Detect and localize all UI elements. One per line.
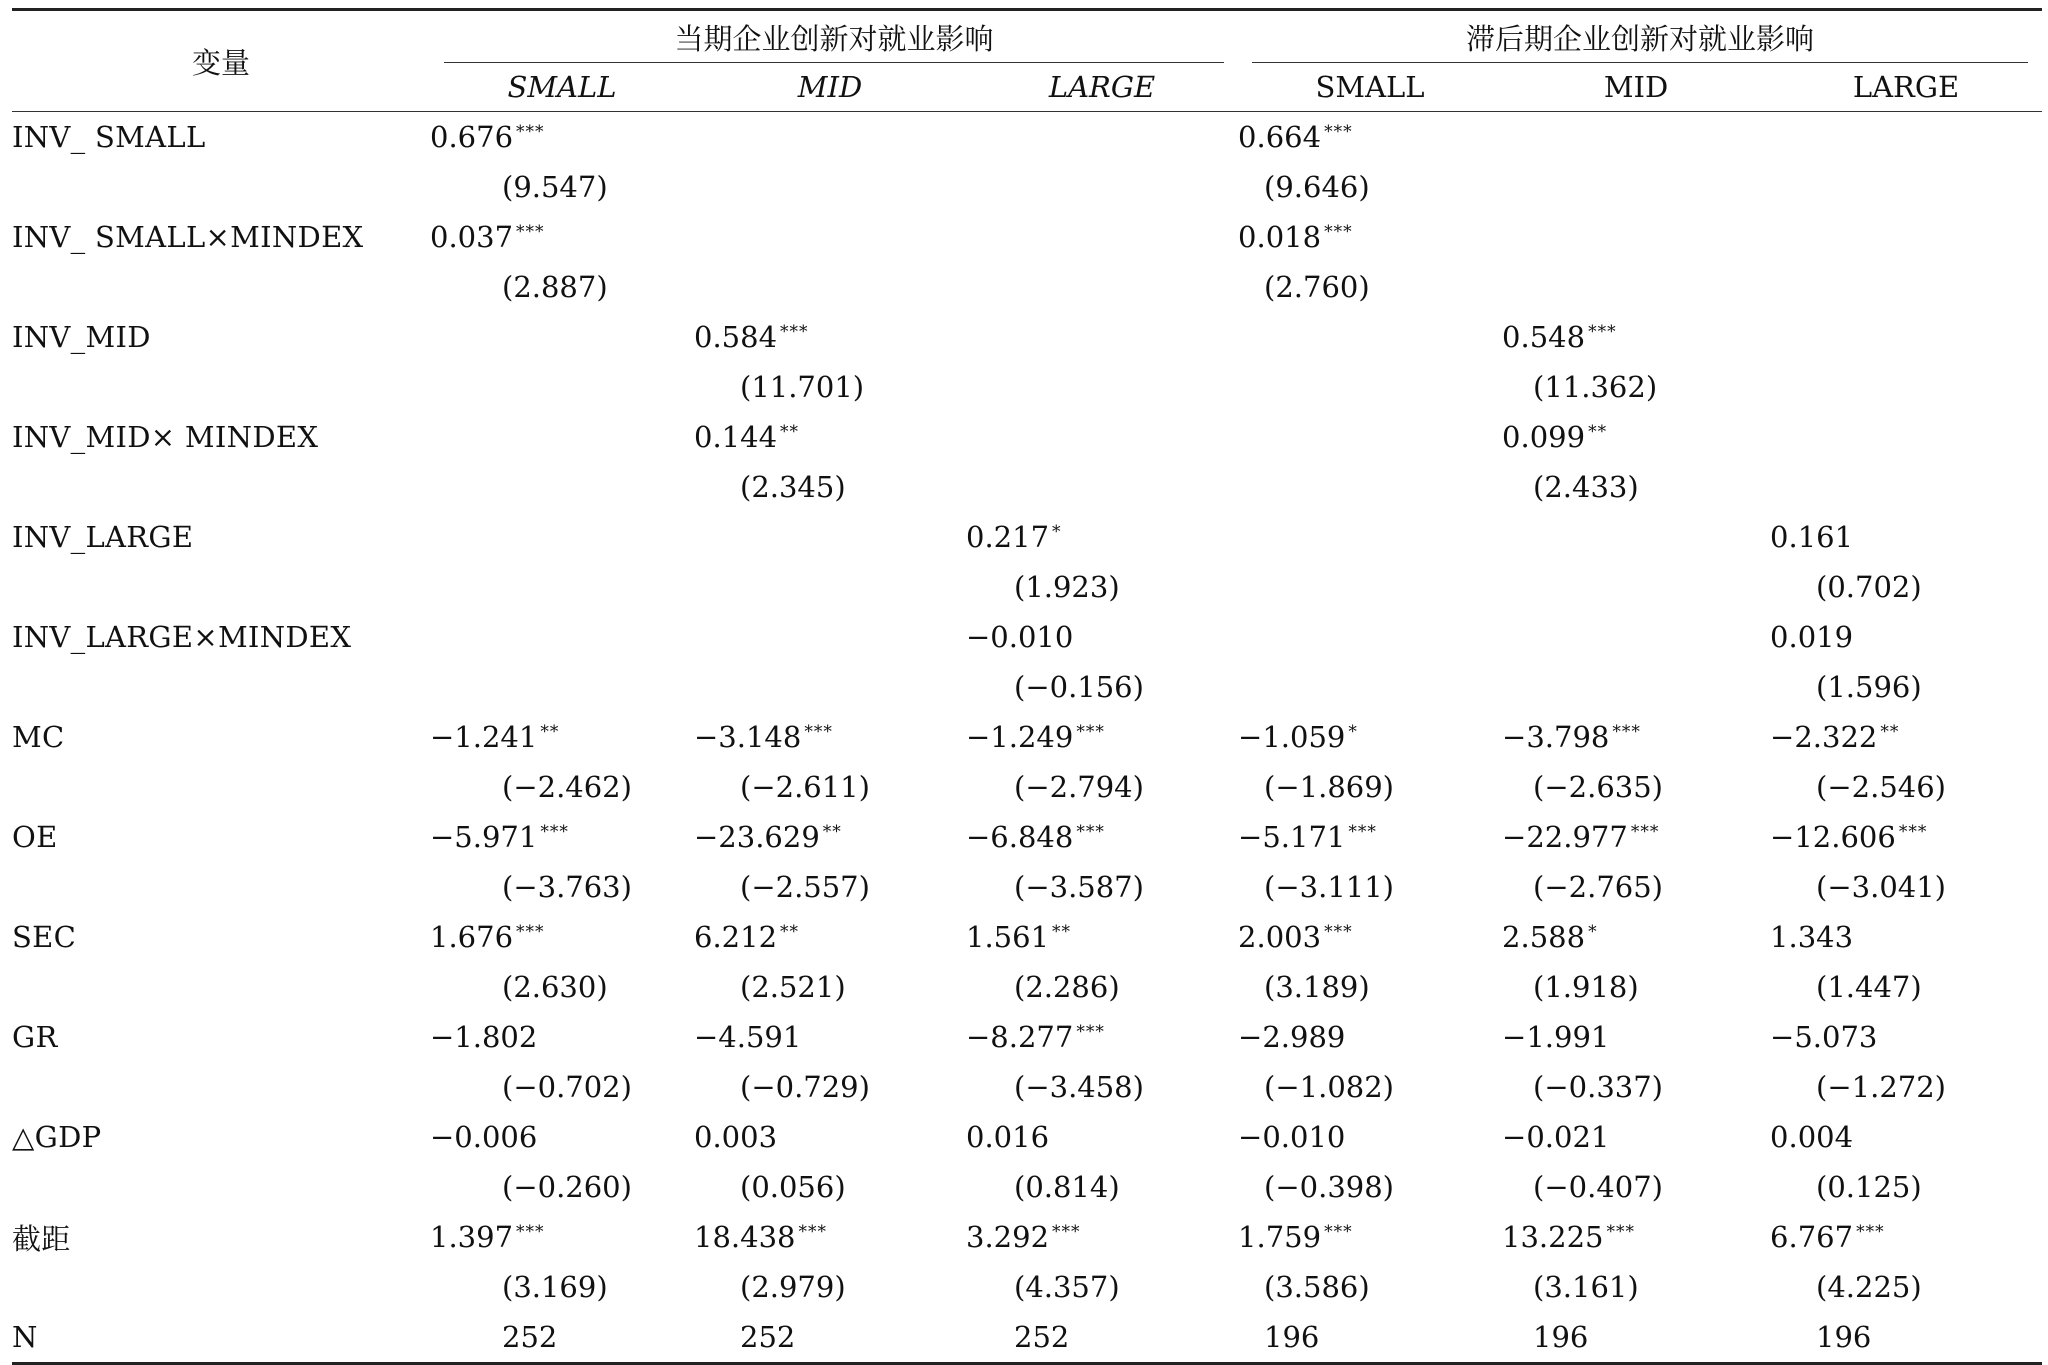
t-statistic-cell: (2.345) [740,470,846,504]
coefficient-value: −2.989 [1238,1020,1346,1054]
table-row-tstat [12,662,2042,712]
coefficient-value: 1.676 [430,920,514,954]
t-statistic-cell: (−2.557) [740,870,870,904]
regression-table [12,8,2042,1365]
coefficient-value: −12.606 [1770,820,1896,854]
coefficient-value: −0.010 [966,620,1074,654]
table-row-coefficient [12,912,2042,962]
t-statistic-cell [694,662,966,712]
coefficient-cell [1238,712,1502,762]
coefficient-cell [430,1012,694,1062]
coefficient-value: 0.019 [1770,620,1854,654]
blank-label-cell [12,1162,430,1212]
variable-label: MC [12,720,65,754]
significance-stars: *** [780,322,809,342]
coefficient-cell [966,712,1238,762]
significance-stars: *** [804,722,833,742]
coefficient-cell [966,912,1238,962]
coefficient-cell [430,612,694,662]
variable-label: INV_MID [12,320,151,354]
coefficient-cell [430,512,694,562]
coefficient-value: −1.059 [1238,720,1346,754]
variable-label: SEC [12,920,77,954]
significance-stars: ** [780,422,800,442]
t-statistic-cell [1770,162,2042,212]
variable-label: INV_MID× MINDEX [12,420,319,454]
coefficient-cell [694,812,966,862]
significance-stars: ** [822,822,842,842]
t-statistic-cell: (−3.587) [1014,870,1144,904]
t-statistic-cell [1238,362,1502,412]
coefficient-cell [1770,1112,2042,1162]
coefficient-cell [694,312,966,362]
column-header-small-lagged: SMALL [1315,70,1425,104]
coefficient-value: 0.018 [1238,220,1322,254]
coefficient-cell [1502,212,1770,262]
table-row-tstat [12,162,2042,212]
variable-label: △GDP [12,1120,102,1154]
coefficient-cell [694,1112,966,1162]
coefficient-cell [1770,912,2042,962]
coefficient-value: −3.798 [1502,720,1610,754]
coefficient-cell [966,212,1238,262]
t-statistic-cell: (−3.111) [1264,870,1394,904]
blank-label-cell [12,562,430,612]
coefficient-cell [430,812,694,862]
significance-stars: ** [1052,922,1072,942]
t-statistic-cell: (1.596) [1816,670,1922,704]
significance-stars: *** [516,922,545,942]
t-statistic-cell: (1.918) [1533,970,1639,1004]
n-value-cell: 196 [1238,1312,1502,1364]
coefficient-cell [1502,412,1770,462]
coefficient-cell [966,312,1238,362]
t-statistic-cell: (0.056) [740,1170,846,1204]
table-row-n [12,1312,2042,1364]
coefficient-value: −1.802 [430,1020,538,1054]
coefficient-value: −3.148 [694,720,802,754]
variable-label: INV_LARGE×MINDEX [12,620,352,654]
n-value-cell: 196 [1770,1312,2042,1364]
coefficient-cell [430,912,694,962]
t-statistic-cell: (0.814) [1014,1170,1120,1204]
t-statistic-cell: (−0.156) [1014,670,1144,704]
coefficient-value: 0.217 [966,520,1050,554]
t-statistic-cell: (−0.398) [1264,1170,1394,1204]
coefficient-cell [1770,1012,2042,1062]
coefficient-value: 0.144 [694,420,778,454]
coefficient-cell [1770,712,2042,762]
coefficient-cell [430,712,694,762]
coefficient-value: −5.971 [430,820,538,854]
coefficient-cell [966,512,1238,562]
t-statistic-cell: (11.701) [740,370,865,404]
t-statistic-cell [1238,462,1502,512]
blank-label-cell [12,1262,430,1312]
significance-stars: *** [516,1222,545,1242]
table-row-tstat [12,962,2042,1012]
coefficient-cell [1238,612,1502,662]
coefficient-cell [1238,912,1502,962]
coefficient-value: 6.767 [1770,1220,1854,1254]
coefficient-cell [966,612,1238,662]
coefficient-cell [966,412,1238,462]
coefficient-value: 2.588 [1502,920,1586,954]
significance-stars: *** [516,222,545,242]
significance-stars: * [1348,722,1358,742]
coefficient-cell [694,1212,966,1262]
variable-label: GR [12,1020,58,1054]
table-body [12,112,2042,1364]
blank-label-cell [12,862,430,912]
coefficient-cell [966,1212,1238,1262]
significance-stars: *** [1588,322,1617,342]
t-statistic-cell [694,262,966,312]
table-row-coefficient [12,1212,2042,1262]
coefficient-cell [1502,812,1770,862]
t-statistic-cell: (1.447) [1816,970,1922,1004]
t-statistic-cell: (3.586) [1264,1270,1370,1304]
coefficient-cell [1770,412,2042,462]
t-statistic-cell: (2.887) [502,270,608,304]
table-row-coefficient [12,712,2042,762]
coefficient-cell [966,1012,1238,1062]
t-statistic-cell: (3.189) [1264,970,1370,1004]
coefficient-cell [694,712,966,762]
coefficient-value: 6.212 [694,920,778,954]
t-statistic-cell: (0.702) [1816,570,1922,604]
significance-stars: *** [1324,222,1353,242]
coefficient-value: −4.591 [694,1020,802,1054]
coefficient-cell [694,112,966,163]
coefficient-value: 0.676 [430,120,514,154]
group-header-lagged-label: 滞后期企业创新对就业影响 [1466,21,1815,56]
coefficient-value: −2.322 [1770,720,1878,754]
coefficient-value: −1.249 [966,720,1074,754]
t-statistic-cell: (4.225) [1816,1270,1922,1304]
table-row-tstat [12,462,2042,512]
coefficient-cell [966,812,1238,862]
table-row-tstat [12,362,2042,412]
t-statistic-cell: (−2.462) [502,770,632,804]
coefficient-value: 13.225 [1502,1220,1604,1254]
t-statistic-cell: (−2.611) [740,770,870,804]
blank-label-cell [12,162,430,212]
coefficient-value: −5.171 [1238,820,1346,854]
significance-stars: *** [1630,822,1660,842]
t-statistic-cell [966,362,1238,412]
t-statistic-cell [430,662,694,712]
coefficient-value: 1.343 [1770,920,1854,954]
significance-stars: *** [1898,822,1928,842]
t-statistic-cell: (−1.272) [1816,1070,1946,1104]
table-row-tstat [12,1062,2042,1112]
significance-stars: *** [1348,822,1377,842]
t-statistic-cell: (−0.702) [502,1070,632,1104]
n-label: N [12,1312,430,1364]
coefficient-value: 1.759 [1238,1220,1322,1254]
significance-stars: ** [1588,422,1608,442]
coefficient-value: 0.099 [1502,420,1586,454]
group-underline-current [444,62,1224,63]
table-row-tstat [12,1262,2042,1312]
table-row-tstat [12,762,2042,812]
t-statistic-cell [1502,162,1770,212]
coefficient-cell [1770,312,2042,362]
coefficient-cell [1502,1212,1770,1262]
t-statistic-cell [430,362,694,412]
table-row-coefficient [12,512,2042,562]
table-row-coefficient [12,212,2042,262]
coefficient-value: −22.977 [1502,820,1628,854]
coefficient-value: −8.277 [966,1020,1074,1054]
coefficient-value: 1.561 [966,920,1050,954]
t-statistic-cell [966,262,1238,312]
significance-stars: *** [798,1222,827,1242]
group-header-lagged [1238,10,2042,64]
coefficient-cell [694,1012,966,1062]
coefficient-value: 0.584 [694,320,778,354]
table-row-coefficient [12,612,2042,662]
t-statistic-cell [966,162,1238,212]
coefficient-cell [1502,112,1770,163]
significance-stars: *** [516,122,545,142]
table-row-coefficient [12,812,2042,862]
coefficient-value: 0.016 [966,1120,1050,1154]
t-statistic-cell [694,162,966,212]
variable-label: INV_LARGE [12,520,194,554]
coefficient-cell [1770,1212,2042,1262]
coefficient-cell [694,512,966,562]
blank-label-cell [12,1062,430,1112]
coefficient-cell [1502,612,1770,662]
t-statistic-cell: (−2.765) [1533,870,1663,904]
t-statistic-cell: (9.547) [502,170,608,204]
table-row-tstat [12,862,2042,912]
coefficient-cell [1238,812,1502,862]
blank-label-cell [12,362,430,412]
t-statistic-cell: (1.923) [1014,570,1120,604]
t-statistic-cell: (−1.869) [1264,770,1394,804]
t-statistic-cell [1770,362,2042,412]
variable-label: 截距 [12,1221,71,1256]
coefficient-cell [1238,312,1502,362]
table-row-coefficient [12,1112,2042,1162]
t-statistic-cell: (0.125) [1816,1170,1922,1204]
coefficient-value: 0.003 [694,1120,778,1154]
significance-stars: ** [540,722,560,742]
t-statistic-cell [430,562,694,612]
coefficient-cell [694,912,966,962]
table-row-tstat [12,262,2042,312]
t-statistic-cell: (9.646) [1264,170,1370,204]
t-statistic-cell: (2.521) [740,970,846,1004]
t-statistic-cell [1238,562,1502,612]
coefficient-cell [966,1112,1238,1162]
variable-label: OE [12,820,58,854]
t-statistic-cell: (2.760) [1264,270,1370,304]
table-row-coefficient [12,312,2042,362]
coefficient-value: −23.629 [694,820,820,854]
coefficient-cell [1770,112,2042,163]
column-header-large-current: LARGE [1048,70,1156,104]
coefficient-cell [1238,1012,1502,1062]
coefficient-cell [1502,512,1770,562]
coefficient-cell [430,1212,694,1262]
t-statistic-cell [1238,662,1502,712]
t-statistic-cell: (2.979) [740,1270,846,1304]
t-statistic-cell [1770,262,2042,312]
table-row-tstat [12,562,2042,612]
significance-stars: *** [1856,1222,1885,1242]
coefficient-value: −0.006 [430,1120,538,1154]
coefficient-cell [1502,312,1770,362]
header-row-groups [12,10,2042,64]
t-statistic-cell: (3.161) [1533,1270,1639,1304]
significance-stars: *** [1612,722,1641,742]
coefficient-cell [1502,1112,1770,1162]
t-statistic-cell: (−3.763) [502,870,632,904]
column-header-mid-lagged: MID [1603,70,1669,104]
coefficient-cell [1238,112,1502,163]
blank-label-cell [12,262,430,312]
coefficient-value: −1.241 [430,720,538,754]
t-statistic-cell: (−0.407) [1533,1170,1663,1204]
coefficient-value: −5.073 [1770,1020,1878,1054]
n-value-cell: 196 [1502,1312,1770,1364]
coefficient-cell [1770,812,2042,862]
group-header-current-label: 当期企业创新对就业影响 [674,21,994,56]
blank-label-cell [12,462,430,512]
coefficient-cell [1502,1012,1770,1062]
coefficient-value: −0.021 [1502,1120,1610,1154]
coefficient-cell [430,312,694,362]
coefficient-cell [1502,712,1770,762]
group-underline-lagged [1252,62,2028,63]
group-header-current [430,10,1238,64]
coefficient-value: 0.004 [1770,1120,1854,1154]
coefficient-value: −6.848 [966,820,1074,854]
t-statistic-cell: (−0.729) [740,1070,870,1104]
significance-stars: *** [540,822,569,842]
coefficient-cell [694,212,966,262]
coefficient-value: 1.397 [430,1220,514,1254]
t-statistic-cell: (11.362) [1533,370,1658,404]
t-statistic-cell [430,462,694,512]
coefficient-cell [1770,612,2042,662]
coefficient-value: 18.438 [694,1220,796,1254]
blank-label-cell [12,762,430,812]
coefficient-cell [1238,1112,1502,1162]
table-row-tstat [12,1162,2042,1212]
blank-label-cell [12,662,430,712]
coefficient-cell [1238,412,1502,462]
coefficient-cell [430,1112,694,1162]
t-statistic-cell: (−2.635) [1533,770,1663,804]
column-header-small-current: SMALL [507,70,617,104]
significance-stars: *** [1324,922,1353,942]
t-statistic-cell [694,562,966,612]
coefficient-cell [1770,512,2042,562]
coefficient-cell [1238,1212,1502,1262]
n-value-cell: 252 [694,1312,966,1364]
coefficient-value: 0.548 [1502,320,1586,354]
coefficient-cell [1238,212,1502,262]
significance-stars: *** [1076,1022,1105,1042]
t-statistic-cell [966,462,1238,512]
t-statistic-cell [1502,562,1770,612]
significance-stars: * [1588,922,1598,942]
table-row-coefficient [12,1012,2042,1062]
t-statistic-cell: (−3.458) [1014,1070,1144,1104]
column-header-mid-current: MID [797,70,863,104]
t-statistic-cell: (2.286) [1014,970,1120,1004]
t-statistic-cell: (−2.794) [1014,770,1144,804]
significance-stars: ** [780,922,800,942]
t-statistic-cell: (4.357) [1014,1270,1120,1304]
t-statistic-cell: (−0.260) [502,1170,632,1204]
coefficient-cell [1502,912,1770,962]
significance-stars: * [1052,522,1062,542]
coefficient-cell [430,112,694,163]
significance-stars: *** [1076,822,1105,842]
coefficient-value: 0.037 [430,220,514,254]
coefficient-value: −0.010 [1238,1120,1346,1154]
coefficient-cell [694,612,966,662]
table-row-coefficient [12,112,2042,163]
table-row-coefficient [12,412,2042,462]
t-statistic-cell [1502,662,1770,712]
n-value-cell: 252 [966,1312,1238,1364]
n-value-cell: 252 [430,1312,694,1364]
variable-label: INV_ SMALL [12,112,430,163]
significance-stars: *** [1606,1222,1636,1242]
t-statistic-cell [1502,262,1770,312]
significance-stars: *** [1324,122,1353,142]
coefficient-value: 0.161 [1770,520,1854,554]
coefficient-value: −1.991 [1502,1020,1610,1054]
significance-stars: *** [1324,1222,1353,1242]
coefficient-cell [430,212,694,262]
coefficient-cell [1238,512,1502,562]
coefficient-value: 3.292 [966,1220,1050,1254]
variable-header: 变量 [12,10,430,112]
t-statistic-cell: (2.433) [1533,470,1639,504]
variable-label: INV_ SMALL×MINDEX [12,220,364,254]
t-statistic-cell: (−0.337) [1533,1070,1663,1104]
t-statistic-cell: (−3.041) [1816,870,1946,904]
t-statistic-cell: (2.630) [502,970,608,1004]
t-statistic-cell: (−2.546) [1816,770,1946,804]
t-statistic-cell: (3.169) [502,1270,608,1304]
significance-stars: *** [1076,722,1105,742]
column-header-large-lagged: LARGE [1852,70,1960,104]
coefficient-cell [966,112,1238,163]
blank-label-cell [12,962,430,1012]
coefficient-cell [430,412,694,462]
coefficient-value: 0.664 [1238,120,1322,154]
coefficient-cell [694,412,966,462]
significance-stars: *** [1052,1222,1081,1242]
t-statistic-cell: (−1.082) [1264,1070,1394,1104]
t-statistic-cell [1770,462,2042,512]
coefficient-value: 2.003 [1238,920,1322,954]
significance-stars: ** [1880,722,1900,742]
coefficient-cell [1770,212,2042,262]
